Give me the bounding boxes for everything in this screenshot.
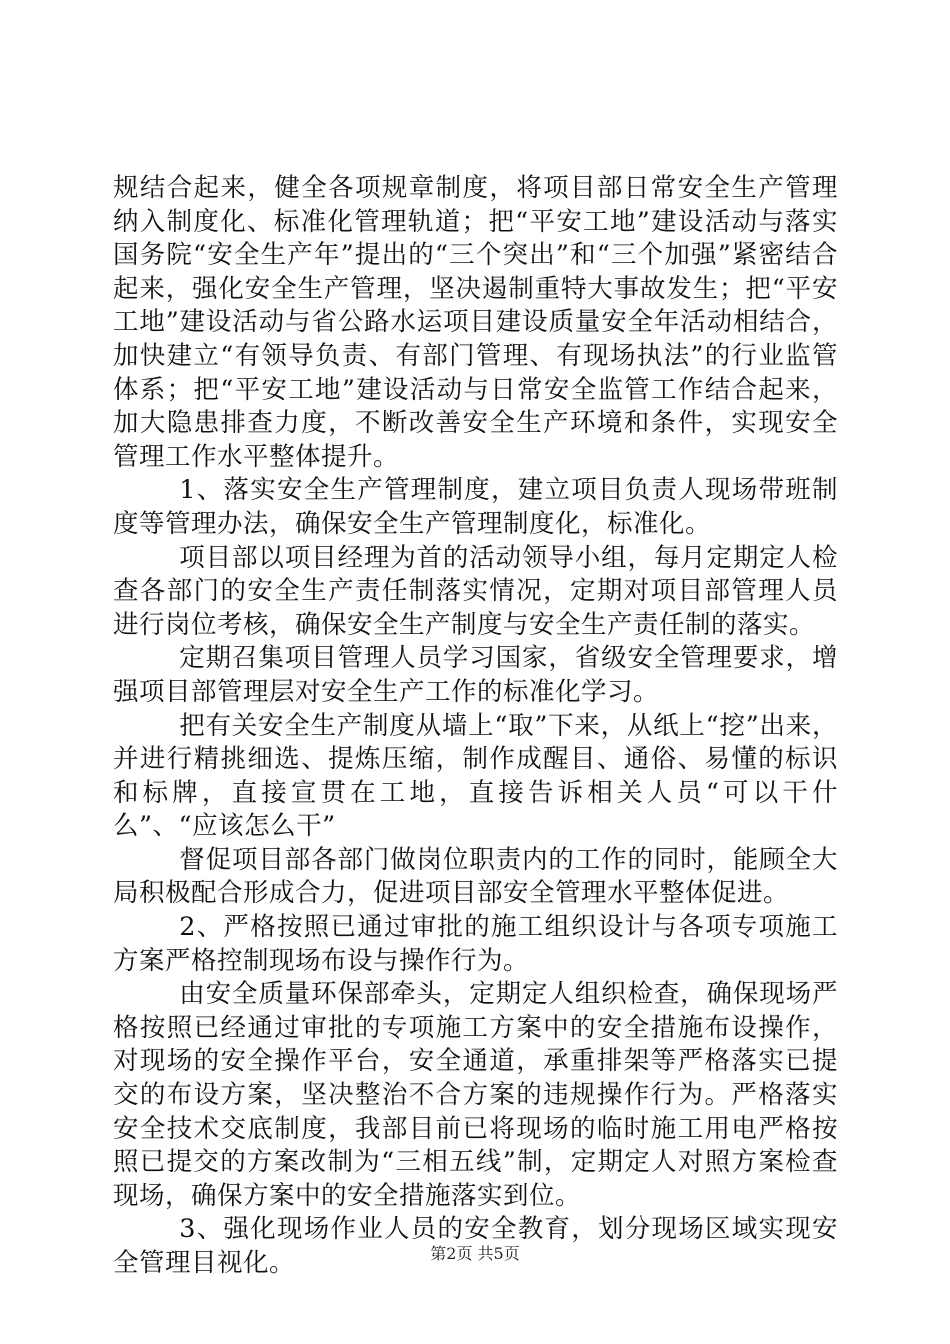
paragraph: 项目部以项目经理为首的活动领导小组，每月定期定人检查各部门的安全生产责任制落实情况，定期对项目部管理人员进行岗位考核，确保安全生产制度与安全生产责任制的落实。 [113, 542, 838, 640]
paragraph: 督促项目部各部门做岗位职责内的工作的同时，能顾全大局积极配合形成合力，促进项目部安全管理水平整体促进。 [113, 844, 838, 909]
paragraph: 定期召集项目管理人员学习国家，省级安全管理要求，增强项目部管理层对安全生产工作的标准化学习。 [113, 643, 838, 707]
paragraph: 把有关安全生产制度从墙上“取”下来，从纸上“挖”出来，并进行精挑细选、提炼压缩，制作成醒目、通俗、易懂的标识和标牌，直接宣贯在工地，直接告诉相关人员“可以干什么”、“应该怎么干” [113, 710, 838, 842]
numbered-paragraph-3: 3、强化现场作业人员的安全教育，划分现场区域实现安全管理目视化。 [113, 1214, 838, 1278]
numbered-paragraph-1: 1、落实安全生产管理制度，建立项目负责人现场带班制度等管理办法，确保安全生产管理制度化，标准化。 [113, 475, 838, 539]
paragraph-continuation: 规结合起来，健全各项规章制度，将项目部日常安全生产管理纳入制度化、标准化管理轨道；把“平安工地”建设活动与落实国务院“安全生产年”提出的“三个突出”和“三个加强”紧密结合起来，强化安全生产管理，坚决遏制重特大事故发生；把“平安工地”建设活动与省公路水运项目建设质量安全年活动相结合，加快建立“有领导负责、有部门管理、有现场执法”的行业监管体系；把“平安工地”建设活动与日常安全监管工作结合起来，加大隐患排查力度，不断改善安全生产环境和条件，实现安全管理工作水平整体提升。 [113, 173, 838, 472]
numbered-paragraph-2: 2、严格按照已通过审批的施工组织设计与各项专项施工方案严格控制现场布设与操作行为。 [113, 912, 838, 976]
page-footer [0, 1244, 950, 1264]
page-number-label: 第2页 共5页 [430, 1244, 520, 1263]
paragraph: 由安全质量环保部牵头，定期定人组织检查，确保现场严格按照已经通过审批的专项施工方案中的安全措施布设操作，对现场的安全操作平台，安全通道，承重排架等严格落实已提交的布设方案，坚决整治不合方案的违规操作行为。严格落实安全技术交底制度，我部目前已将现场的临时施工用电严格按照已提交的方案改制为“三相五线”制，定期定人对照方案检查现场，确保方案中的安全措施落实到位。 [113, 979, 838, 1211]
document-body [113, 172, 838, 1281]
